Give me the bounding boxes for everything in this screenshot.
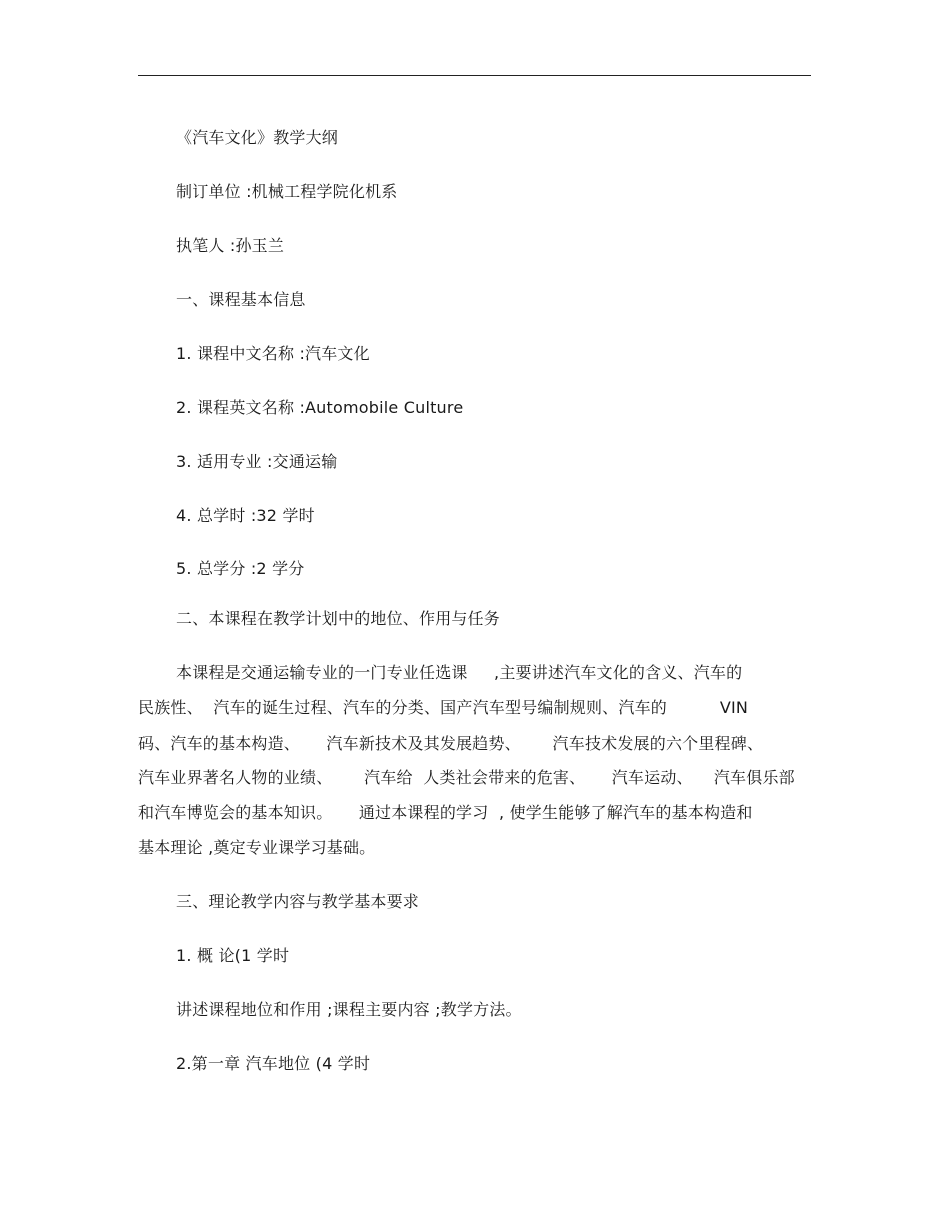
- section-heading-theory: 三、理论教学内容与教学基本要求: [176, 892, 420, 911]
- info-item-english-name: 2. 课程英文名称 :Automobile Culture: [176, 398, 464, 417]
- header-rule: [138, 75, 811, 76]
- chapter-heading-intro: 1. 概 论(1 学时: [176, 946, 290, 965]
- paragraph-line: 基本理论 ,奠定专业课学习基础。: [138, 838, 376, 857]
- unit-line: 制订单位 :机械工程学院化机系: [176, 182, 398, 201]
- section-heading-basic-info: 一、课程基本信息: [176, 290, 306, 309]
- document-title: 《汽车文化》教学大纲: [176, 128, 339, 147]
- paragraph-line: 码、汽车的基本构造、 汽车新技术及其发展趋势、 汽车技术发展的六个里程碑、: [138, 734, 764, 753]
- section-heading-role: 二、本课程在教学计划中的地位、作用与任务: [176, 609, 501, 628]
- info-item-major: 3. 适用专业 :交通运输: [176, 452, 338, 471]
- paragraph-line: 汽车业界著名人物的业绩、 汽车给 人类社会带来的危害、 汽车运动、 汽车俱乐部: [138, 768, 795, 787]
- info-item-total-hours: 4. 总学时 :32 学时: [176, 506, 315, 525]
- chapter-intro-text: 讲述课程地位和作用 ;课程主要内容 ;教学方法。: [176, 1000, 522, 1019]
- info-item-chinese-name: 1. 课程中文名称 :汽车文化: [176, 344, 370, 363]
- paragraph-line: 民族性、 汽车的诞生过程、汽车的分类、国产汽车型号编制规则、汽车的 VIN: [138, 698, 749, 717]
- paragraph-line: 和汽车博览会的基本知识。 通过本课程的学习 , 使学生能够了解汽车的基本构造和: [138, 803, 753, 822]
- chapter-heading-one: 2.第一章 汽车地位 (4 学时: [176, 1054, 371, 1073]
- info-item-total-credits: 5. 总学分 :2 学分: [176, 559, 305, 578]
- paragraph-line: 本课程是交通运输专业的一门专业任选课 ,主要讲述汽车文化的含义、汽车的: [176, 663, 743, 682]
- author-line: 执笔人 :孙玉兰: [176, 236, 285, 255]
